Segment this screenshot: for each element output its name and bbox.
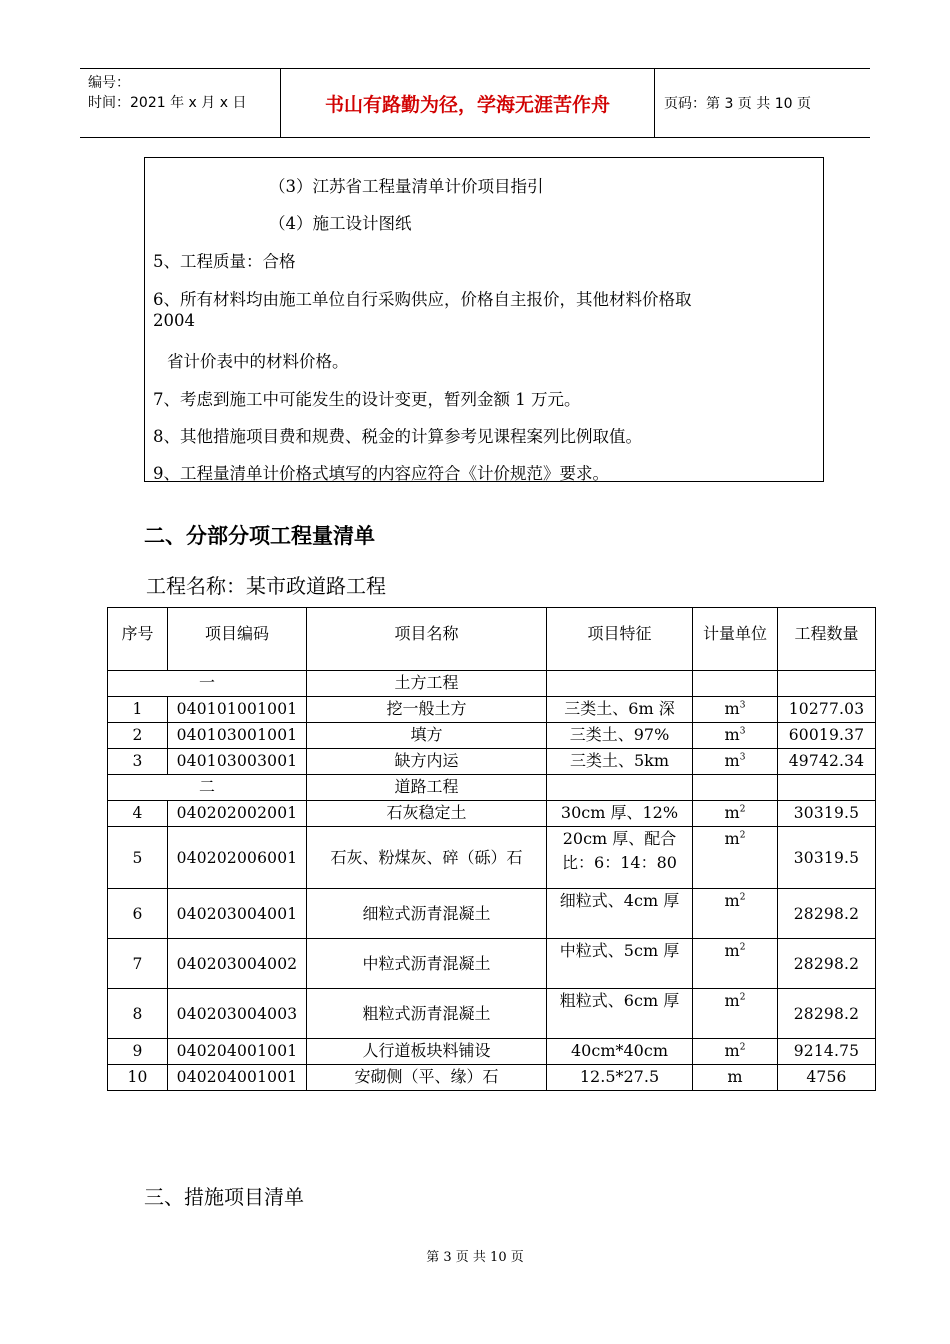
- item-unit: [693, 939, 778, 989]
- table-header-row: [108, 608, 876, 671]
- item-quantity: 28298.2: [778, 889, 876, 939]
- item-code: 040204001001: [168, 1065, 307, 1091]
- table-row: [108, 989, 876, 1039]
- unit-text: m: [724, 803, 740, 822]
- item-feature: 30cm 厚、12%: [547, 801, 693, 827]
- empty-cell: [547, 671, 693, 697]
- row-number: 3: [108, 749, 168, 775]
- empty-cell: [778, 671, 876, 697]
- item-feature: 20cm 厚、配合比：6：14：80: [547, 827, 693, 889]
- unit-exponent: 2: [739, 804, 746, 815]
- header-cell: 序号: [108, 608, 168, 671]
- unit-exponent: 3: [739, 752, 746, 763]
- table-row: [108, 801, 876, 827]
- group-name: 道路工程: [307, 775, 547, 801]
- unit-exponent: 2: [739, 830, 746, 841]
- row-number: 10: [108, 1065, 168, 1091]
- header-cell: 项目编码: [168, 608, 307, 671]
- item-unit: [693, 827, 778, 889]
- item-unit: [693, 1065, 778, 1091]
- item-name: 细粒式沥青混凝土: [307, 889, 547, 939]
- item-quantity: 10277.03: [778, 697, 876, 723]
- table-row: [108, 1039, 876, 1065]
- unit-exponent: 3: [739, 726, 746, 737]
- item-unit: [693, 889, 778, 939]
- item-name: 中粒式沥青混凝土: [307, 939, 547, 989]
- row-number: 4: [108, 801, 168, 827]
- project-name: 工程名称：某市政道路工程: [146, 574, 386, 598]
- item-name: 石灰稳定土: [307, 801, 547, 827]
- note-line: 7、考虑到施工中可能发生的设计变更，暂列金额 1 万元。: [153, 390, 581, 409]
- note-line: 2004: [153, 311, 195, 330]
- unit-exponent: 2: [739, 892, 746, 903]
- item-code: 040204001001: [168, 1039, 307, 1065]
- table-row: [108, 827, 876, 889]
- row-number: 6: [108, 889, 168, 939]
- header-motto: 书山有路勤为径，学海无涯苦作舟: [281, 69, 655, 137]
- table-row: [108, 889, 876, 939]
- item-quantity: 4756: [778, 1065, 876, 1091]
- page-header: [80, 68, 870, 138]
- item-name: 缺方内运: [307, 749, 547, 775]
- row-number: 7: [108, 939, 168, 989]
- item-code: 040202006001: [168, 827, 307, 889]
- empty-cell: [693, 671, 778, 697]
- group-number: 二: [108, 775, 307, 801]
- item-code: 040103001001: [168, 723, 307, 749]
- unit-text: m: [724, 891, 740, 910]
- item-code: 040203004001: [168, 889, 307, 939]
- section-title: 二、分部分项工程量清单: [144, 524, 375, 548]
- item-name: 填方: [307, 723, 547, 749]
- unit-exponent: 2: [739, 942, 746, 953]
- item-quantity: 60019.37: [778, 723, 876, 749]
- item-quantity: 49742.34: [778, 749, 876, 775]
- note-line: 8、其他措施项目费和规费、税金的计算参考见课程案列比例取值。: [153, 427, 642, 446]
- empty-cell: [693, 775, 778, 801]
- item-unit: [693, 749, 778, 775]
- note-line: 5、工程质量：合格: [153, 252, 296, 271]
- item-quantity: 28298.2: [778, 989, 876, 1039]
- item-name: 安砌侧（平、缘）石: [307, 1065, 547, 1091]
- unit-text: m: [724, 829, 740, 848]
- item-feature: 12.5*27.5: [547, 1065, 693, 1091]
- item-quantity: 30319.5: [778, 801, 876, 827]
- row-number: 8: [108, 989, 168, 1039]
- item-code: 040101001001: [168, 697, 307, 723]
- table-row: [108, 939, 876, 989]
- item-quantity: 9214.75: [778, 1039, 876, 1065]
- header-cell: 计量单位: [693, 608, 778, 671]
- group-name: 土方工程: [307, 671, 547, 697]
- unit-text: m: [724, 991, 740, 1010]
- bill-of-quantities-table: [107, 607, 876, 1091]
- item-feature: 中粒式、5cm 厚: [547, 939, 693, 989]
- unit-text: m: [724, 725, 740, 744]
- header-cell: 项目名称: [307, 608, 547, 671]
- unit-text: m: [727, 1067, 743, 1086]
- unit-exponent: 2: [739, 992, 746, 1003]
- item-unit: [693, 723, 778, 749]
- item-code: 040103003001: [168, 749, 307, 775]
- table-body: [108, 608, 876, 1091]
- row-number: 1: [108, 697, 168, 723]
- item-code: 040203004002: [168, 939, 307, 989]
- unit-text: m: [724, 941, 740, 960]
- item-unit: [693, 1039, 778, 1065]
- note-line: （3）江苏省工程量清单计价项目指引: [269, 177, 544, 196]
- table-row: [108, 723, 876, 749]
- item-feature: 细粒式、4cm 厚: [547, 889, 693, 939]
- table-row: [108, 697, 876, 723]
- group-number: 一: [108, 671, 307, 697]
- unit-exponent: 3: [739, 700, 746, 711]
- item-quantity: 30319.5: [778, 827, 876, 889]
- item-unit: [693, 801, 778, 827]
- header-page-info: 页码：第 3 页 共 10 页: [664, 96, 811, 112]
- item-feature: 三类土、5km: [547, 749, 693, 775]
- doc-number-label: 编号：: [88, 75, 130, 91]
- item-name: 挖一般土方: [307, 697, 547, 723]
- unit-exponent: 2: [739, 1042, 746, 1053]
- note-line: 9、工程量清单计价格式填写的内容应符合《计价规范》要求。: [153, 464, 609, 483]
- item-quantity: 28298.2: [778, 939, 876, 989]
- item-name: 石灰、粉煤灰、碎（砾）石: [307, 827, 547, 889]
- row-number: 2: [108, 723, 168, 749]
- item-name: 人行道板块料铺设: [307, 1039, 547, 1065]
- item-feature: 三类土、6m 深: [547, 697, 693, 723]
- group-row: [108, 671, 876, 697]
- unit-text: m: [724, 699, 740, 718]
- empty-cell: [547, 775, 693, 801]
- group-row: [108, 775, 876, 801]
- item-code: 040202002001: [168, 801, 307, 827]
- item-feature: 粗粒式、6cm 厚: [547, 989, 693, 1039]
- empty-cell: [778, 775, 876, 801]
- note-line: 省计价表中的材料价格。: [167, 352, 349, 371]
- item-feature: 三类土、97%: [547, 723, 693, 749]
- item-feature: 40cm*40cm: [547, 1039, 693, 1065]
- item-code: 040203004003: [168, 989, 307, 1039]
- table-row: [108, 749, 876, 775]
- header-meta: [80, 69, 281, 137]
- note-line: （4）施工设计图纸: [269, 214, 412, 233]
- header-cell: 工程数量: [778, 608, 876, 671]
- table-row: [108, 1065, 876, 1091]
- header-cell: 项目特征: [547, 608, 693, 671]
- section-title: 三、措施项目清单: [144, 1185, 304, 1209]
- item-unit: [693, 697, 778, 723]
- unit-text: m: [724, 1041, 740, 1060]
- item-name: 粗粒式沥青混凝土: [307, 989, 547, 1039]
- item-unit: [693, 989, 778, 1039]
- unit-text: m: [724, 751, 740, 770]
- doc-date-label: 时间：2021 年 x 月 x 日: [88, 95, 247, 111]
- row-number: 9: [108, 1039, 168, 1065]
- row-number: 5: [108, 827, 168, 889]
- note-line: 6、所有材料均由施工单位自行采购供应，价格自主报价，其他材料价格取: [153, 290, 692, 309]
- notes-box: [144, 157, 824, 482]
- page-footer: 第 3 页 共 10 页: [426, 1250, 524, 1265]
